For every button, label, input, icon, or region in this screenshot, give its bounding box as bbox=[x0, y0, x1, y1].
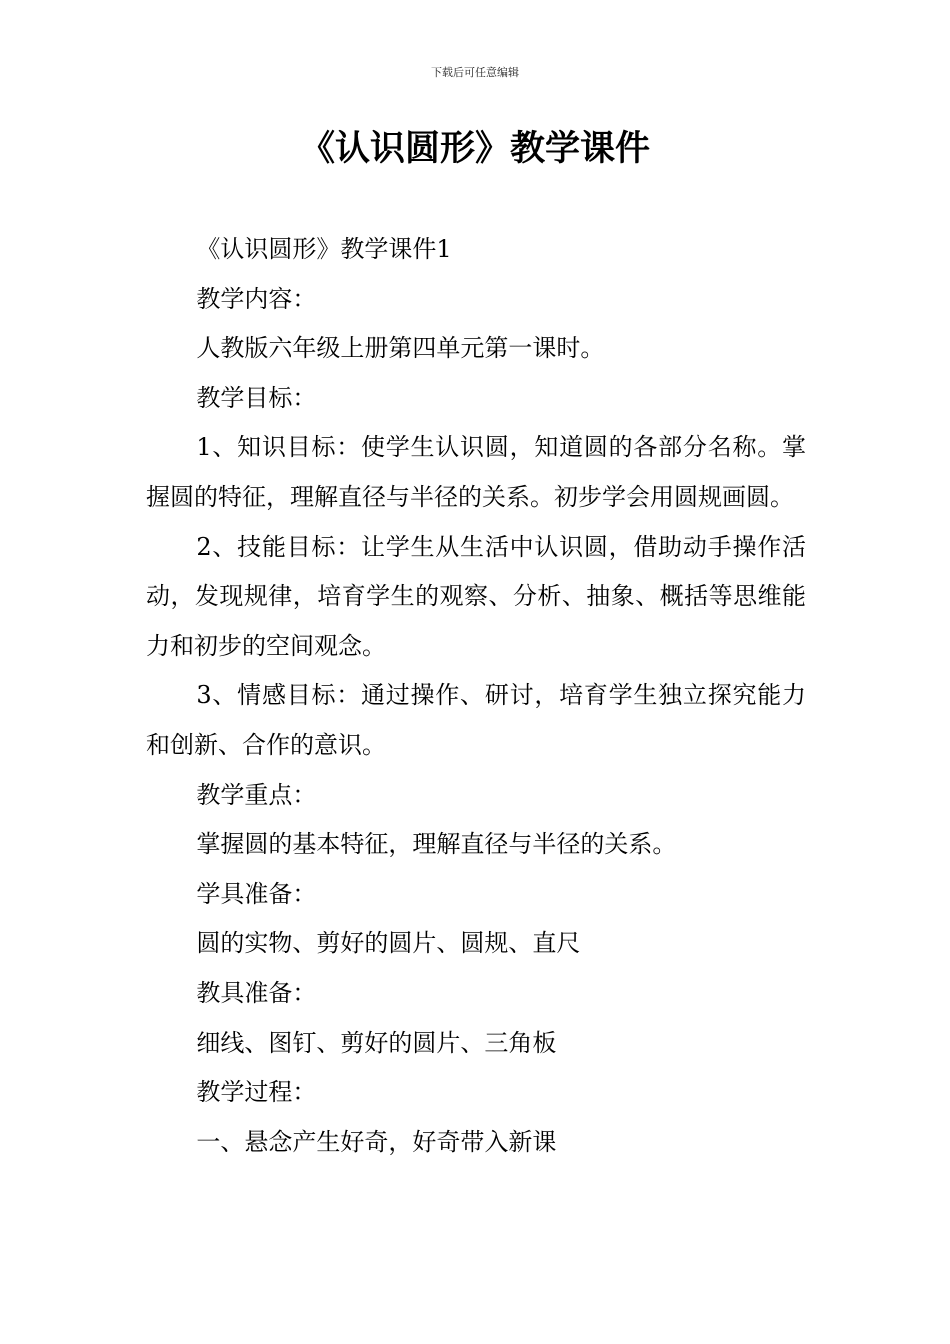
objective-knowledge: 1、知识目标：使学生认识圆，知道圆的各部分名称。掌握圆的特征，理解直径与半径的关系。初步学会用圆规画圆。 bbox=[146, 433, 806, 511]
section-heading-teacher-materials: 教具准备： bbox=[196, 978, 317, 1007]
document-body bbox=[146, 225, 806, 1167]
section-heading-process: 教学过程： bbox=[196, 1078, 317, 1107]
teacher-materials-text: 细线、图钉、剪好的圆片、三角板 bbox=[196, 1028, 557, 1057]
content-text: 人教版六年级上册第四单元第一课时。 bbox=[196, 334, 605, 363]
header-note: 下载后可任意编辑 bbox=[431, 66, 519, 79]
objective-skills: 2、技能目标：让学生从生活中认识圆，借助动手操作活动，发现规律，培育学生的观察、分析、抽象、概括等思维能力和初步的空间观念。 bbox=[146, 532, 806, 660]
student-materials-text: 圆的实物、剪好的圆片、圆规、直尺 bbox=[196, 929, 581, 958]
section-heading-objectives: 教学目标： bbox=[196, 383, 317, 412]
subtitle-line: 《认识圆形》教学课件1 bbox=[196, 235, 452, 263]
section-heading-content: 教学内容： bbox=[196, 284, 317, 313]
section-heading-student-materials: 学具准备： bbox=[196, 879, 317, 908]
section-heading-key-points: 教学重点： bbox=[196, 780, 317, 809]
objective-emotion: 3、情感目标：通过操作、研讨，培育学生独立探究能力和创新、合作的意识。 bbox=[146, 681, 806, 759]
process-step-one: 一、悬念产生好奇，好奇带入新课 bbox=[196, 1127, 557, 1156]
document-title: 《认识圆形》教学课件 bbox=[299, 129, 650, 169]
key-points-text: 掌握圆的基本特征，理解直径与半径的关系。 bbox=[196, 830, 677, 859]
